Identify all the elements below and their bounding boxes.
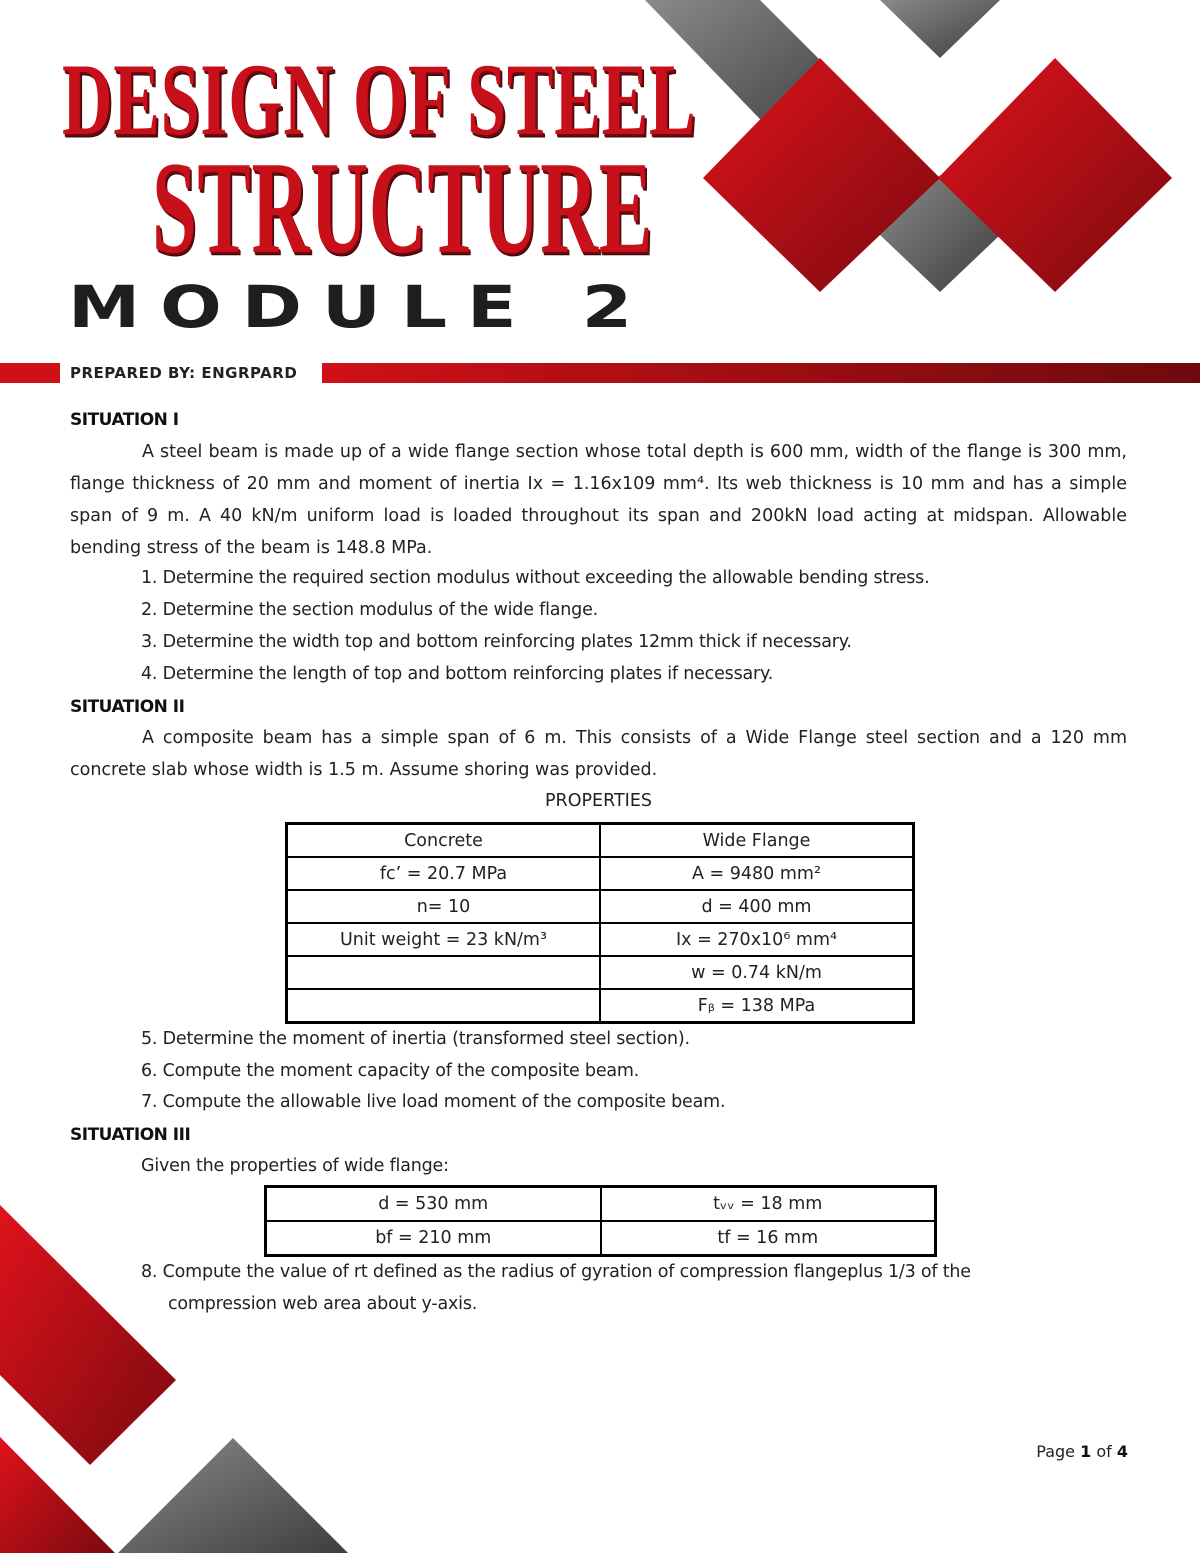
table-row <box>287 890 914 923</box>
question-8-continued: compression web area about y-axis. <box>168 1294 478 1314</box>
table-cell: fc’ = 20.7 MPa <box>287 857 601 890</box>
page-total: 4 <box>1116 1442 1128 1461</box>
table-cell: Wide Flange <box>600 824 914 858</box>
situation-2-text: A composite beam has a simple span of 6 m. This consists of a Wide Flange steel section and a 120 mm concrete slab whose width is 1.5 m. Assume shoring was provided. <box>70 728 1127 780</box>
red-stripe-shape <box>0 1205 176 1465</box>
page-word: Page <box>1036 1442 1076 1461</box>
question-1: 1. Determine the required section modulus without exceeding the allowable bending stress. <box>141 568 930 588</box>
table-row <box>266 1187 936 1222</box>
table-cell: tf = 16 mm <box>601 1221 936 1256</box>
header-bar-left <box>0 363 60 383</box>
situation-1-heading: SITUATION I <box>70 410 179 430</box>
situation-2-paragraph <box>70 722 1127 786</box>
table-cell: Fᵦ = 138 MPa <box>600 989 914 1023</box>
prepared-by: PREPARED BY: ENGRPARD <box>70 364 298 382</box>
table-row <box>266 1221 936 1256</box>
question-3: 3. Determine the width top and bottom reinforcing plates 12mm thick if necessary. <box>141 632 852 652</box>
table-cell: bf = 210 mm <box>266 1221 601 1256</box>
table-cell <box>287 956 601 989</box>
situation-3-heading: SITUATION III <box>70 1125 191 1145</box>
table-row <box>287 989 914 1023</box>
table-cell: A = 9480 mm² <box>600 857 914 890</box>
table-cell: Ix = 270x10⁶ mm⁴ <box>600 923 914 956</box>
gray-corner-shape <box>118 1438 348 1553</box>
page-current: 1 <box>1080 1442 1092 1461</box>
question-7: 7. Compute the allowable live load moment of the composite beam. <box>141 1092 726 1112</box>
situation-2-heading: SITUATION II <box>70 697 185 717</box>
properties-caption: PROPERTIES <box>545 791 652 811</box>
situation-3-intro: Given the properties of wide flange: <box>141 1156 449 1176</box>
table-row <box>287 956 914 989</box>
situation-1-paragraph <box>70 436 1127 564</box>
header-bar-right <box>322 363 1200 383</box>
table-cell: Unit weight = 23 kN/m³ <box>287 923 601 956</box>
module-label: MODULE 2 <box>68 273 653 341</box>
table-cell: n= 10 <box>287 890 601 923</box>
table-cell <box>287 989 601 1023</box>
situation-1-text: A steel beam is made up of a wide flange section whose total depth is 600 mm, width of the flange is 300 mm, flange thickness of 20 mm and moment of inertia Ix = 1.16x109 mm⁴. Its web thickness is 10 mm and has a simple span of 9 m. A 40 kN/m uniform load is loaded throughout its span and 200kN load acting at midspan. Allowable bending stress of the beam is 148.8 MPa. <box>70 442 1127 558</box>
question-8: 8. Compute the value of rt defined as the radius of gyration of compression flangeplus 1/3 of the <box>141 1262 971 1282</box>
table-row <box>287 857 914 890</box>
question-4: 4. Determine the length of top and bottom reinforcing plates if necessary. <box>141 664 774 684</box>
table-cell: tᵥᵥ = 18 mm <box>601 1187 936 1222</box>
question-5: 5. Determine the moment of inertia (transformed steel section). <box>141 1029 690 1049</box>
question-6: 6. Compute the moment capacity of the composite beam. <box>141 1061 640 1081</box>
table-cell: d = 530 mm <box>266 1187 601 1222</box>
page-number <box>1036 1442 1128 1461</box>
table-cell: d = 400 mm <box>600 890 914 923</box>
of-word: of <box>1096 1442 1112 1461</box>
question-2: 2. Determine the section modulus of the wide flange. <box>141 600 599 620</box>
properties-table <box>285 822 915 1024</box>
table-cell: Concrete <box>287 824 601 858</box>
wide-flange-table <box>264 1185 937 1257</box>
title-line-2: STRUCTURE <box>152 134 654 281</box>
title-line-1: DESIGN OF STEEL <box>62 42 697 157</box>
table-row <box>287 824 914 858</box>
gray-triangle-shape <box>880 0 1000 58</box>
table-cell: w = 0.74 kN/m <box>600 956 914 989</box>
table-row <box>287 923 914 956</box>
